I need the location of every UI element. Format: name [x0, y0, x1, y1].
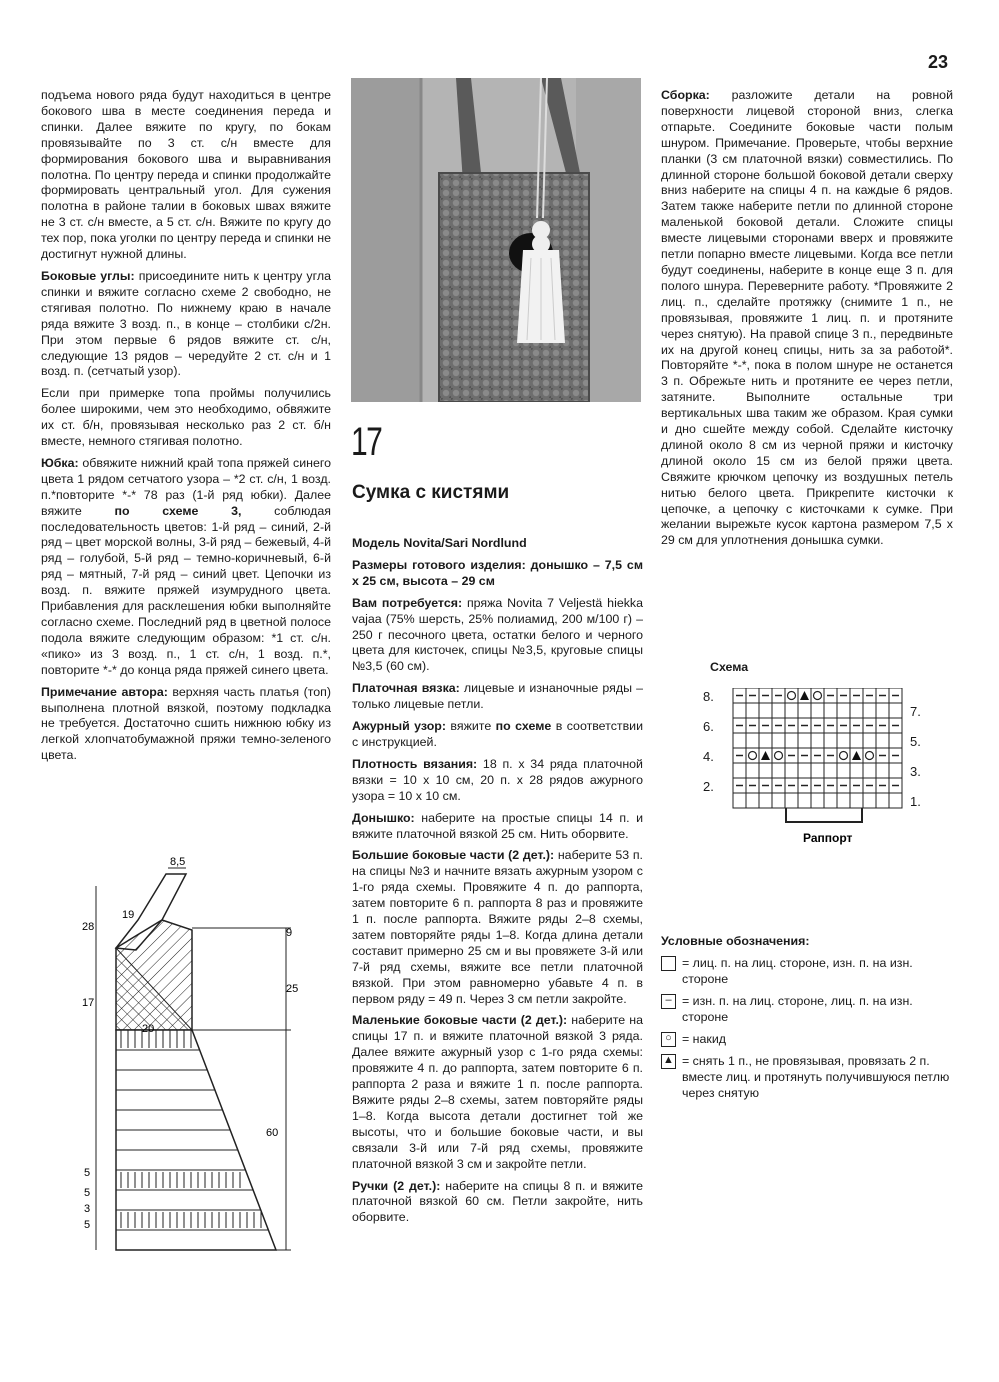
article-number: 17: [351, 420, 382, 464]
dress-pattern-diagram: [76, 850, 301, 1275]
paragraph: Донышко: наберите на простые спицы 14 п. и вяжите платочной вязкой 25 см. Нить оборвите.: [352, 810, 643, 841]
model-line: Модель Novita/Sari Nordlund: [352, 536, 527, 550]
legend-item: ○ = накид: [661, 1031, 956, 1047]
legend-item: – = изн. п. на лиц. стороне, лиц. п. на изн. стороне: [661, 993, 956, 1025]
chart-cell: [863, 733, 876, 748]
legend: [661, 933, 956, 1107]
chart-cell: [785, 733, 798, 748]
dash-square-icon: –: [661, 994, 676, 1009]
chart-cell: [733, 763, 746, 778]
dim-label: 28: [82, 921, 95, 933]
row-label-left: 4.: [703, 749, 714, 764]
paragraph: Боковые углы: присоедините нить к центру угла спинки и вяжите согласно схеме 2 свободно, не стягивая полотно. По нижнему краю в начале ряда вяжите 3 возд. п., в конце – столбики с/2н. При этом первые 6 рядов вяжите ст. с/н, следующие 13 рядов – чередуйте 2 ст. с/н и 1 возд. п. (сетчатый узор).: [41, 268, 331, 379]
row-label-right: 1.: [910, 794, 921, 809]
diagram-svg: [76, 850, 301, 1270]
chart-cell: [733, 733, 746, 748]
chart-cell: [863, 793, 876, 808]
paragraph: Если при примерке топа проймы получились более широкими, чем это необходимо, обвяжите их ст. б/н, провязывая несколько раз 2 ст. б/н вместе, немного стягивая полотно.: [41, 386, 331, 449]
empty-square-icon: [661, 956, 676, 971]
chart-cell: [850, 793, 863, 808]
chart-cell: [824, 733, 837, 748]
chart-cell: [876, 793, 889, 808]
paragraph: Юбка: обвяжите нижний край топа пряжей синего цвета 1 рядом сетчатого узора – *2 ст. с/н, 1 возд. п.*повторите *-* 78 раз (1-й ряд юбки). Далее вяжите по схеме 3, соблюдая последовательность цветов: 1-й ряд – синий, 2-й ряд – цвет морской волны, 3-й ряд – бежевый, 4-й ряд – голубой, 5-й ряд – темно-коричневый, 6-й ряд – мятный, 7-й ряд – синий цвет. Цепочки из возд. п. вяжите пряжей изумрудного цвета. Прибавления для расклешения юбки выполняйте согласно схеме. Последний ряд в цветной полосе подола вяжите следующим образом: *1 ст. с/н. «пико» из 3 возд. п., 1 ст. с/н, 1 возд. п.*, повторите *-* до конца ряда пряжей синего цвета.: [41, 455, 331, 677]
row-label-left: 8.: [703, 689, 714, 704]
chart-cell: [889, 733, 902, 748]
schema-title: Схема: [710, 660, 749, 674]
chart-cell: [785, 793, 798, 808]
paragraph: Ручки (2 дет.): наберите на спицы 8 п. и вяжите платочной вязкой 60 см. Петли закройте, нить оборвите.: [352, 1178, 643, 1225]
chart-cell: [759, 733, 772, 748]
chart-cell: [850, 703, 863, 718]
chart-cell: [876, 733, 889, 748]
paragraph: Маленькие боковые части (2 дет.): наберите на спицы 17 п. и вяжите платочной вязкой 3 ряда. Далее вяжите ажурный узор с 1-го ряда схемы: провяжите 4 п. до раппорта, затем повторите 6 п. раппорта 2 раза и вяжите 1 п. после раппорта. Вяжите ряды 2–8 схемы, затем повторяйте ряды 1–8. Когда высота детали достигнет той же высоты, что и большие боковые части, и вы связали 3-й или 7-й ряд схемы, провяжите платочной вязкой 3 см и закройте петли.: [352, 1013, 643, 1171]
chart-cell: [798, 763, 811, 778]
chart-cell: [837, 793, 850, 808]
dim-label: 17: [82, 997, 95, 1009]
chart-cell: [811, 733, 824, 748]
chart-cell: [876, 763, 889, 778]
dim-label: 5: [84, 1167, 91, 1179]
dim-label: 8,5: [170, 856, 186, 868]
row-label-right: 3.: [910, 764, 921, 779]
chart-cell: [772, 793, 785, 808]
chart-cell: [889, 793, 902, 808]
chart-cell: [850, 763, 863, 778]
dim-label: 19: [122, 909, 135, 921]
column-left: [41, 88, 331, 770]
chart-cell: [759, 763, 772, 778]
chart-cell: [733, 703, 746, 718]
dim-label: 25: [286, 983, 299, 995]
paragraph: Сборка: разложите детали на ровной поверхности лицевой стороной вниз, слегка отпарьте. Соедините боковые части полым шнуром. Примечание. Проверьте, чтобы верхние планки (3 см платочной вязки) совместились. По длинной стороне большой боковой детали сверху вниз наберите на спицы 4 п. на каждые 6 рядов. Затем также наберите петли по длинной стороне маленькой боковой детали. Сложите спицы вместе лицевыми сторонами вверх и провяжите петли попарно вместе лицевыми. Когда все петли будут соединены, наберите в конце еще 3 п. для полого шнура. Переверните работу. *Провяжите 2 лиц. п., сделайте протяжку (снимите 1 п., не провязывая, провяжите 1 лиц. п. и протяните через снятую). На правой спице 3 п., передвиньте их на другой конец спицы, нить за за работой*. Повторяйте *-*, пока в полом шнуре не останется 3 п. Обрежьте нить и протяните ее через петли, затяните. Выполните остальные три вертикальных шва таким же образом. Края сумки и дно сшейте между собой. Сделайте кисточку длиной около 8 см из черной пряжи и кисточку длиной около 15 см из белой пряжи цвета. Свяжите крючком цепочку из воздушных петель нитью белого цвета. Прикрепите кисточки к цепочке, а цепочку с кисточками к сумке. При желании вырежьте кусок картона размером 7,5 х 29 см для уплотнения донышка сумки.: [661, 88, 953, 548]
page-number: 23: [928, 52, 949, 72]
chart-cell: [785, 703, 798, 718]
chart-cell: [811, 763, 824, 778]
chart-cell: [798, 793, 811, 808]
dim-label: 5: [84, 1187, 91, 1199]
dim-label: 20: [142, 1023, 155, 1035]
chart-cell: [889, 763, 902, 778]
chart-cell: [759, 703, 772, 718]
chart-cell: [811, 703, 824, 718]
chart-cell: [837, 703, 850, 718]
dim-label: 3: [84, 1203, 91, 1215]
knitting-chart: [703, 688, 955, 853]
paragraph: Вам потребуется: пряжа Novita 7 Veljestä hiekka vajaa (75% шерсть, 25% полиамид, 200 м/100 г) – 250 г песочного цвета, остатки белого и черного цвета для кисточек, спицы №3,5, круговые спицы №3,5 (60 см).: [352, 595, 643, 674]
row-label-right: 5.: [910, 734, 921, 749]
paragraph: подъема нового ряда будут находиться в центре бокового шва в месте соединения переда и спинки. Далее вяжите по кругу, по бокам провязывайте по 3 ст. с/н вместе для формирования бокового шва и выравнивания полотна. По центру переда и спинки продолжайте формировать центральный угол. Для сужения полотна в районе талии в боковых швах вяжите не 3 ст. с/н вместе, а 5 ст. с/н. Вяжите по кругу до тех пор, пока уголки по центру переда и спинки не достигнут нужной длины.: [41, 88, 331, 262]
legend-title: Условные обозначения:: [661, 934, 810, 948]
paragraph: Большие боковые части (2 дет.): наберите 53 п. на спицы №3 и начните вязать ажурным узором с 1-го ряда схемы. Провяжите 4 п. до раппорта, затем повторите 6 п. раппорта 8 раз и провяжите 1 п. после раппорта. Вяжите ряды 2–8 схемы, затем повторяйте ряды 1–8. Когда длина детали составит примерно 25 см и вы провяжете 3-й или 7-й ряд схемы, вяжите все петли платочной вязкой. При этом равномерно убавьте 4 п. в первом ряду = 49 п. Через 3 см петли закройте.: [352, 848, 643, 1006]
chart-cell: [876, 703, 889, 718]
paragraph: Платочная вязка: лицевые и изнаночные ряды – только лицевые петли.: [352, 681, 643, 712]
chart-cell: [746, 733, 759, 748]
paragraph: Примечание автора: верхняя часть платья (топ) выполнена плотной вязкой, поэтому подкладка не требуется. Достаточно сшить нижнюю юбку из легкой хлопчатобумажной пряжи темно-зеленого цвета.: [41, 684, 331, 763]
rapport-label: Раппорт: [803, 831, 853, 845]
chart-cell: [889, 703, 902, 718]
chart-cell: [811, 793, 824, 808]
circle-square-icon: ○: [661, 1032, 676, 1047]
chart-cell: [746, 703, 759, 718]
chart-cell: [863, 763, 876, 778]
chart-cell: [863, 703, 876, 718]
column-middle: [352, 536, 643, 1232]
chart-cell: [824, 763, 837, 778]
legend-item: = лиц. п. на лиц. стороне, изн. п. на изн. стороне: [661, 955, 956, 987]
dim-label: 5: [84, 1219, 91, 1231]
chart-cell: [772, 733, 785, 748]
chart-cell: [798, 733, 811, 748]
chart-cell: [772, 703, 785, 718]
chart-cell: [824, 793, 837, 808]
paragraph: Плотность вязания: 18 п. х 34 ряда платочной вязки = 10 х 10 см, 20 п. х 28 рядов ажурного узора = 10 х 10 см.: [352, 756, 643, 803]
triangle-square-icon: ▲: [661, 1054, 676, 1069]
row-label-left: 6.: [703, 719, 714, 734]
bag-photo: [351, 78, 641, 402]
chart-cell: [837, 763, 850, 778]
article-title: Сумка с кистями: [352, 482, 510, 503]
row-label-left: 2.: [703, 779, 714, 794]
sizes-line: Размеры готового изделия: донышко – 7,5 см х 25 см, высота – 29 см: [352, 557, 643, 588]
row-label-right: 7.: [910, 704, 921, 719]
dim-label: 60: [266, 1127, 279, 1139]
dim-label: 9: [286, 927, 293, 939]
chart-cell: [759, 793, 772, 808]
column-right: [661, 88, 953, 555]
chart-cell: [733, 793, 746, 808]
chart-cell: [798, 703, 811, 718]
paragraph: Ажурный узор: вяжите по схеме в соответствии с инструкцией.: [352, 719, 643, 749]
chart-cell: [837, 733, 850, 748]
legend-item: ▲ = снять 1 п., не провязывая, провязать 2 п. вместе лиц. и протянуть получившуюся петлю через снятую: [661, 1053, 956, 1101]
chart-cell: [746, 793, 759, 808]
chart-cell: [785, 763, 798, 778]
chart-cell: [746, 763, 759, 778]
chart-cell: [824, 703, 837, 718]
chart-cell: [772, 763, 785, 778]
rapport-bracket: [786, 808, 862, 822]
chart-cell: [850, 733, 863, 748]
